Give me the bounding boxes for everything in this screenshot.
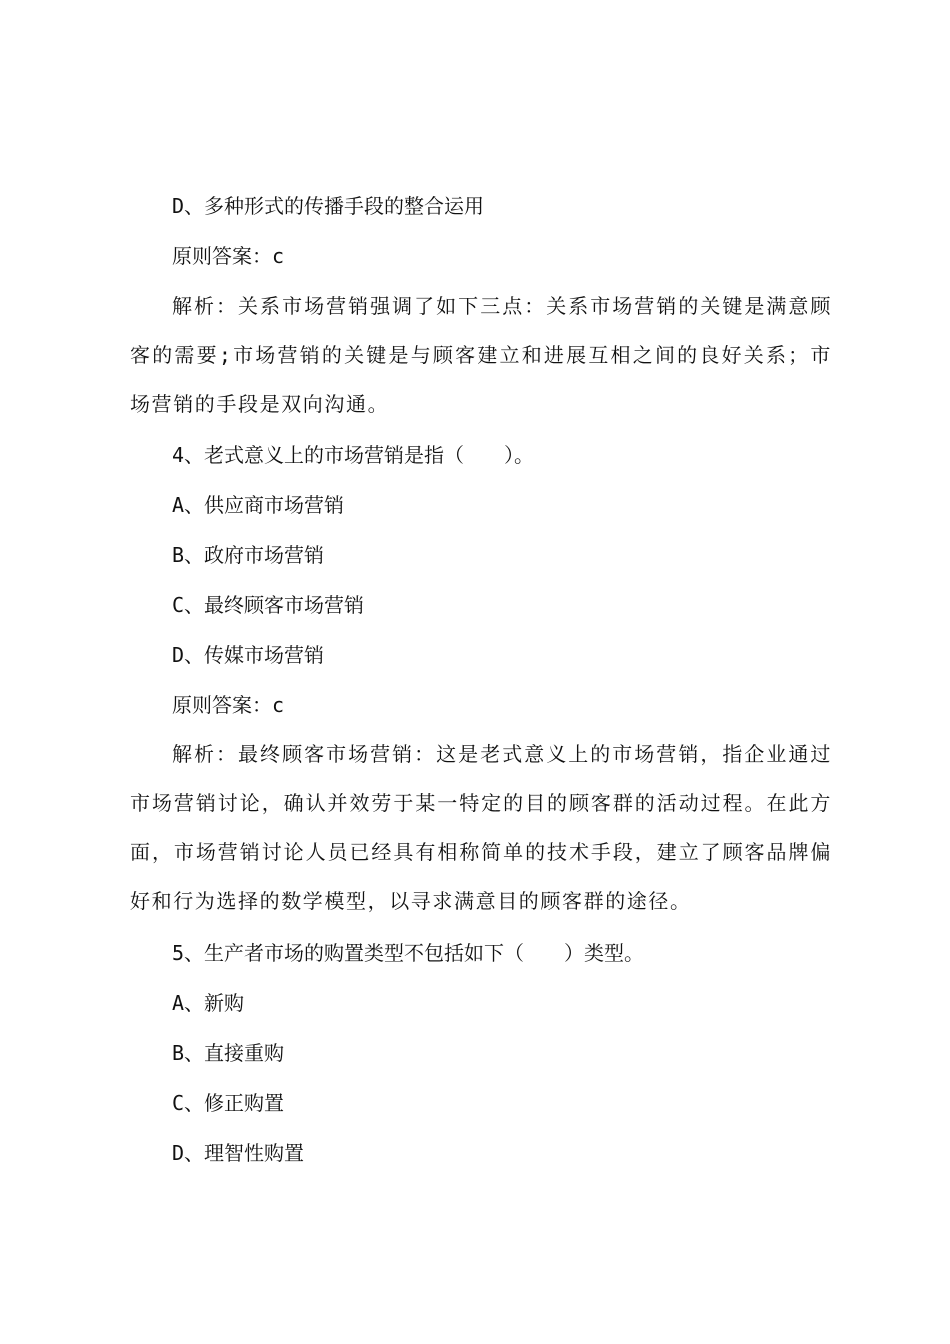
q4-stem: 4、老式意义上的市场营销是指（ ）。 <box>172 443 535 467</box>
q4-option-c: C、最终顾客市场营销 <box>172 593 365 617</box>
q5-option-c: C、修正购置 <box>172 1091 285 1115</box>
q5-option-d: D、理智性购置 <box>172 1141 305 1165</box>
q5-option-b: B、直接重购 <box>172 1041 285 1065</box>
prev-option-d: D、多种形式的传播手段的整合运用 <box>172 194 485 218</box>
q4-answer: 原则答案：c <box>172 693 285 717</box>
prev-answer: 原则答案：c <box>172 244 285 268</box>
prev-analysis: 解析：关系市场营销强调了如下三点：关系市场营销的关键是满意顾客的需要;市场营销的关键是与顾客建立和进展互相之间的良好关系；市场营销的手段是双向沟通。 <box>130 294 832 416</box>
q5-stem: 5、生产者市场的购置类型不包括如下（ ）类型。 <box>172 941 645 965</box>
q4-option-b: B、政府市场营销 <box>172 543 325 567</box>
q4-option-d: D、传媒市场营销 <box>172 643 325 667</box>
q5-option-a: A、新购 <box>172 991 245 1015</box>
q4-analysis: 解析：最终顾客市场营销：这是老式意义上的市场营销，指企业通过市场营销讨论，确认并效劳于某一特定的目的顾客群的活动过程。在此方面，市场营销讨论人员已经具有相称简单的技术手段，建立了顾客品牌偏好和行为选择的数学模型，以寻求满意目的顾客群的途径。 <box>130 742 832 913</box>
q4-option-a: A、供应商市场营销 <box>172 493 345 517</box>
